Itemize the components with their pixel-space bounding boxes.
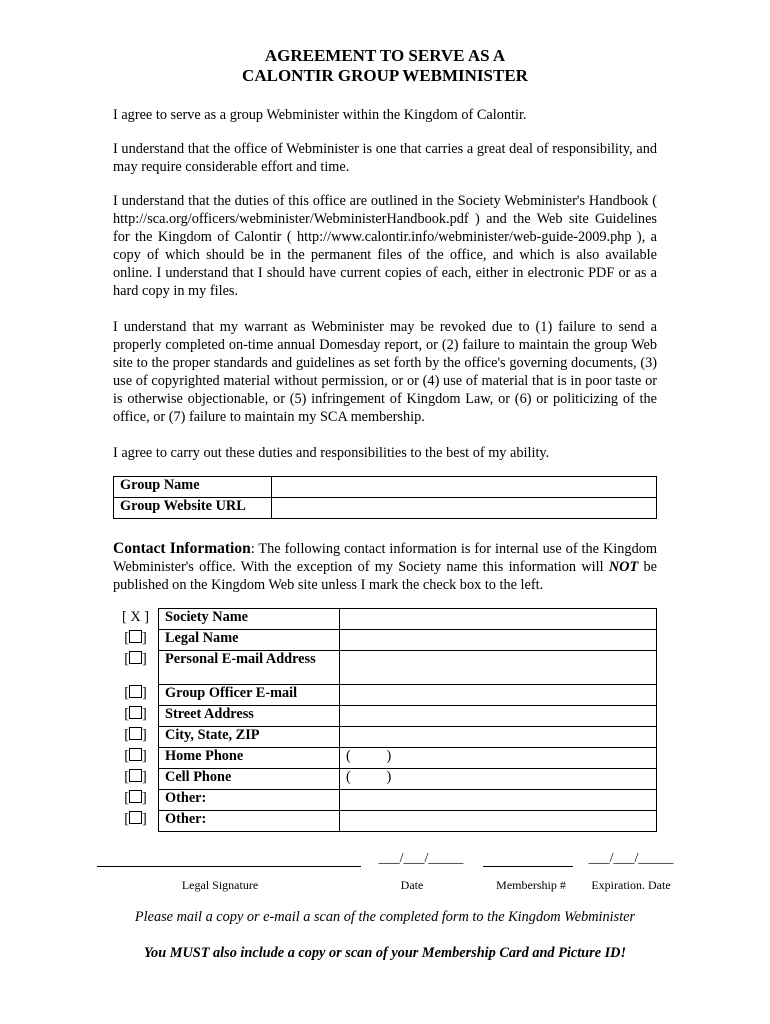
cell-phone-field[interactable]: ( ): [340, 769, 657, 790]
contact-info-paragraph: [113, 540, 657, 594]
checkbox-icon: [129, 685, 142, 698]
checkbox-icon: [129, 748, 142, 761]
other-1-label: Other:: [159, 790, 340, 811]
paragraph-carry-out: I agree to carry out these duties and responsibilities to the best of my ability.: [113, 445, 550, 461]
checkbox-icon: [129, 706, 142, 719]
table-row: [113, 727, 657, 748]
title-line-1: AGREEMENT TO SERVE AS A: [264, 46, 506, 65]
table-row: [113, 790, 657, 811]
membership-number-line[interactable]: [483, 866, 573, 867]
legal-signature-label: Legal Signature: [181, 878, 259, 892]
society-name-label: Society Name: [159, 609, 340, 630]
legal-name-field[interactable]: [340, 630, 657, 651]
table-row: [114, 477, 657, 498]
checkbox-city-state-zip[interactable]: [ ]: [113, 727, 159, 748]
home-phone-field[interactable]: ( ): [340, 748, 657, 769]
checkbox-society-name[interactable]: [ X ]: [113, 609, 159, 630]
checkbox-other-1[interactable]: [ ]: [113, 790, 159, 811]
other-1-field[interactable]: [340, 790, 657, 811]
date-label: Date: [400, 878, 424, 892]
group-info-table: [113, 476, 657, 519]
checkbox-group-officer-email[interactable]: [ ]: [113, 685, 159, 706]
table-row: [113, 651, 657, 685]
group-website-url-field[interactable]: [272, 498, 657, 519]
group-officer-email-label: Group Officer E-mail: [159, 685, 340, 706]
table-row: [113, 706, 657, 727]
checkbox-icon: [129, 727, 142, 740]
street-address-field[interactable]: [340, 706, 657, 727]
table-row: [114, 498, 657, 519]
checkbox-icon: [129, 651, 142, 664]
group-officer-email-field[interactable]: [340, 685, 657, 706]
table-row: [113, 609, 657, 630]
contact-info-text-a: : The following contact information is for internal use of the Kingdom Webminister's office. With the exception of my Society name this information will: [113, 541, 657, 575]
checkbox-icon: [129, 790, 142, 803]
title-line-2: CALONTIR GROUP WEBMINISTER: [242, 66, 528, 85]
checkbox-other-2[interactable]: [ ]: [113, 811, 159, 832]
contact-info-heading: Contact Information: [113, 540, 251, 557]
group-website-url-label: Group Website URL: [114, 498, 272, 519]
checkbox-cell-phone[interactable]: [ ]: [113, 769, 159, 790]
other-2-field[interactable]: [340, 811, 657, 832]
table-row: [113, 685, 657, 706]
paragraph-agree: I agree to serve as a group Webminister within the Kingdom of Calontir.: [113, 107, 527, 123]
contact-info-not: NOT: [608, 559, 639, 575]
checkbox-icon: [129, 630, 142, 643]
group-name-label: Group Name: [114, 477, 272, 498]
table-row: [113, 748, 657, 769]
contact-info-table: [113, 608, 657, 832]
contact-info-text-b: be published on the Kingdom Web site unless I mark the check box to the left.: [113, 559, 657, 593]
checkbox-legal-name[interactable]: [ ]: [113, 630, 159, 651]
must-note: You MUST also include a copy or scan of your Membership Card and Picture ID!: [143, 945, 627, 961]
legal-signature-line[interactable]: [97, 866, 361, 867]
city-state-zip-label: City, State, ZIP: [159, 727, 340, 748]
group-name-field[interactable]: [272, 477, 657, 498]
personal-email-field[interactable]: [340, 651, 657, 685]
checkbox-personal-email[interactable]: [ ]: [113, 651, 159, 685]
city-state-zip-field[interactable]: [340, 727, 657, 748]
paragraph-revocation: I understand that my warrant as Webminister may be revoked due to (1) failure to send a properly completed on-time annual Domesday report, or (2) failure to maintain the group Web site to the proper standards and guidelines as set forth by the office's governing documents, (3) use of copyrighted material without permission, or or (4) use of material that is in poor taste or is otherwise objectionable, or (5) infringement of Kingdom Law, or (6) or politicizing of the office, or (7) failure to maintain my SCA membership.: [113, 319, 657, 425]
cell-phone-label: Cell Phone: [159, 769, 340, 790]
checkbox-street-address[interactable]: [ ]: [113, 706, 159, 727]
table-row: [113, 769, 657, 790]
checkbox-icon: [129, 769, 142, 782]
table-row: [113, 811, 657, 832]
expiration-date-blank[interactable]: ___/___/_____: [588, 851, 674, 866]
personal-email-label: Personal E-mail Address: [159, 651, 340, 685]
home-phone-label: Home Phone: [159, 748, 340, 769]
checkbox-icon: [129, 811, 142, 824]
paragraph-responsibility: I understand that the office of Webminister is one that carries a great deal of responsibility, and may require considerable effort and time.: [113, 141, 657, 175]
table-row: [113, 630, 657, 651]
street-address-label: Street Address: [159, 706, 340, 727]
other-2-label: Other:: [159, 811, 340, 832]
expiration-label: Expiration. Date: [591, 878, 671, 892]
society-name-field[interactable]: [340, 609, 657, 630]
mail-note: Please mail a copy or e-mail a scan of the completed form to the Kingdom Webminister: [134, 909, 636, 925]
legal-name-label: Legal Name: [159, 630, 340, 651]
membership-label: Membership #: [496, 878, 566, 892]
date-blank[interactable]: ___/___/_____: [378, 851, 464, 866]
paragraph-duties: I understand that the duties of this office are outlined in the Society Webminister's Handbook ( http://sca.org/officers/webminister/WebministerHandbook.pdf ) and the Web site Guidelines for the Kingdom of Calontir ( http://www.calontir.info/webminister/web-guide-2009.php ), a copy of which should be in the permanent files of the office, and which is also available online. I understand that I should have current copies of each, either in electronic PDF or as a hard copy in my files.: [113, 193, 657, 299]
checkbox-home-phone[interactable]: [ ]: [113, 748, 159, 769]
